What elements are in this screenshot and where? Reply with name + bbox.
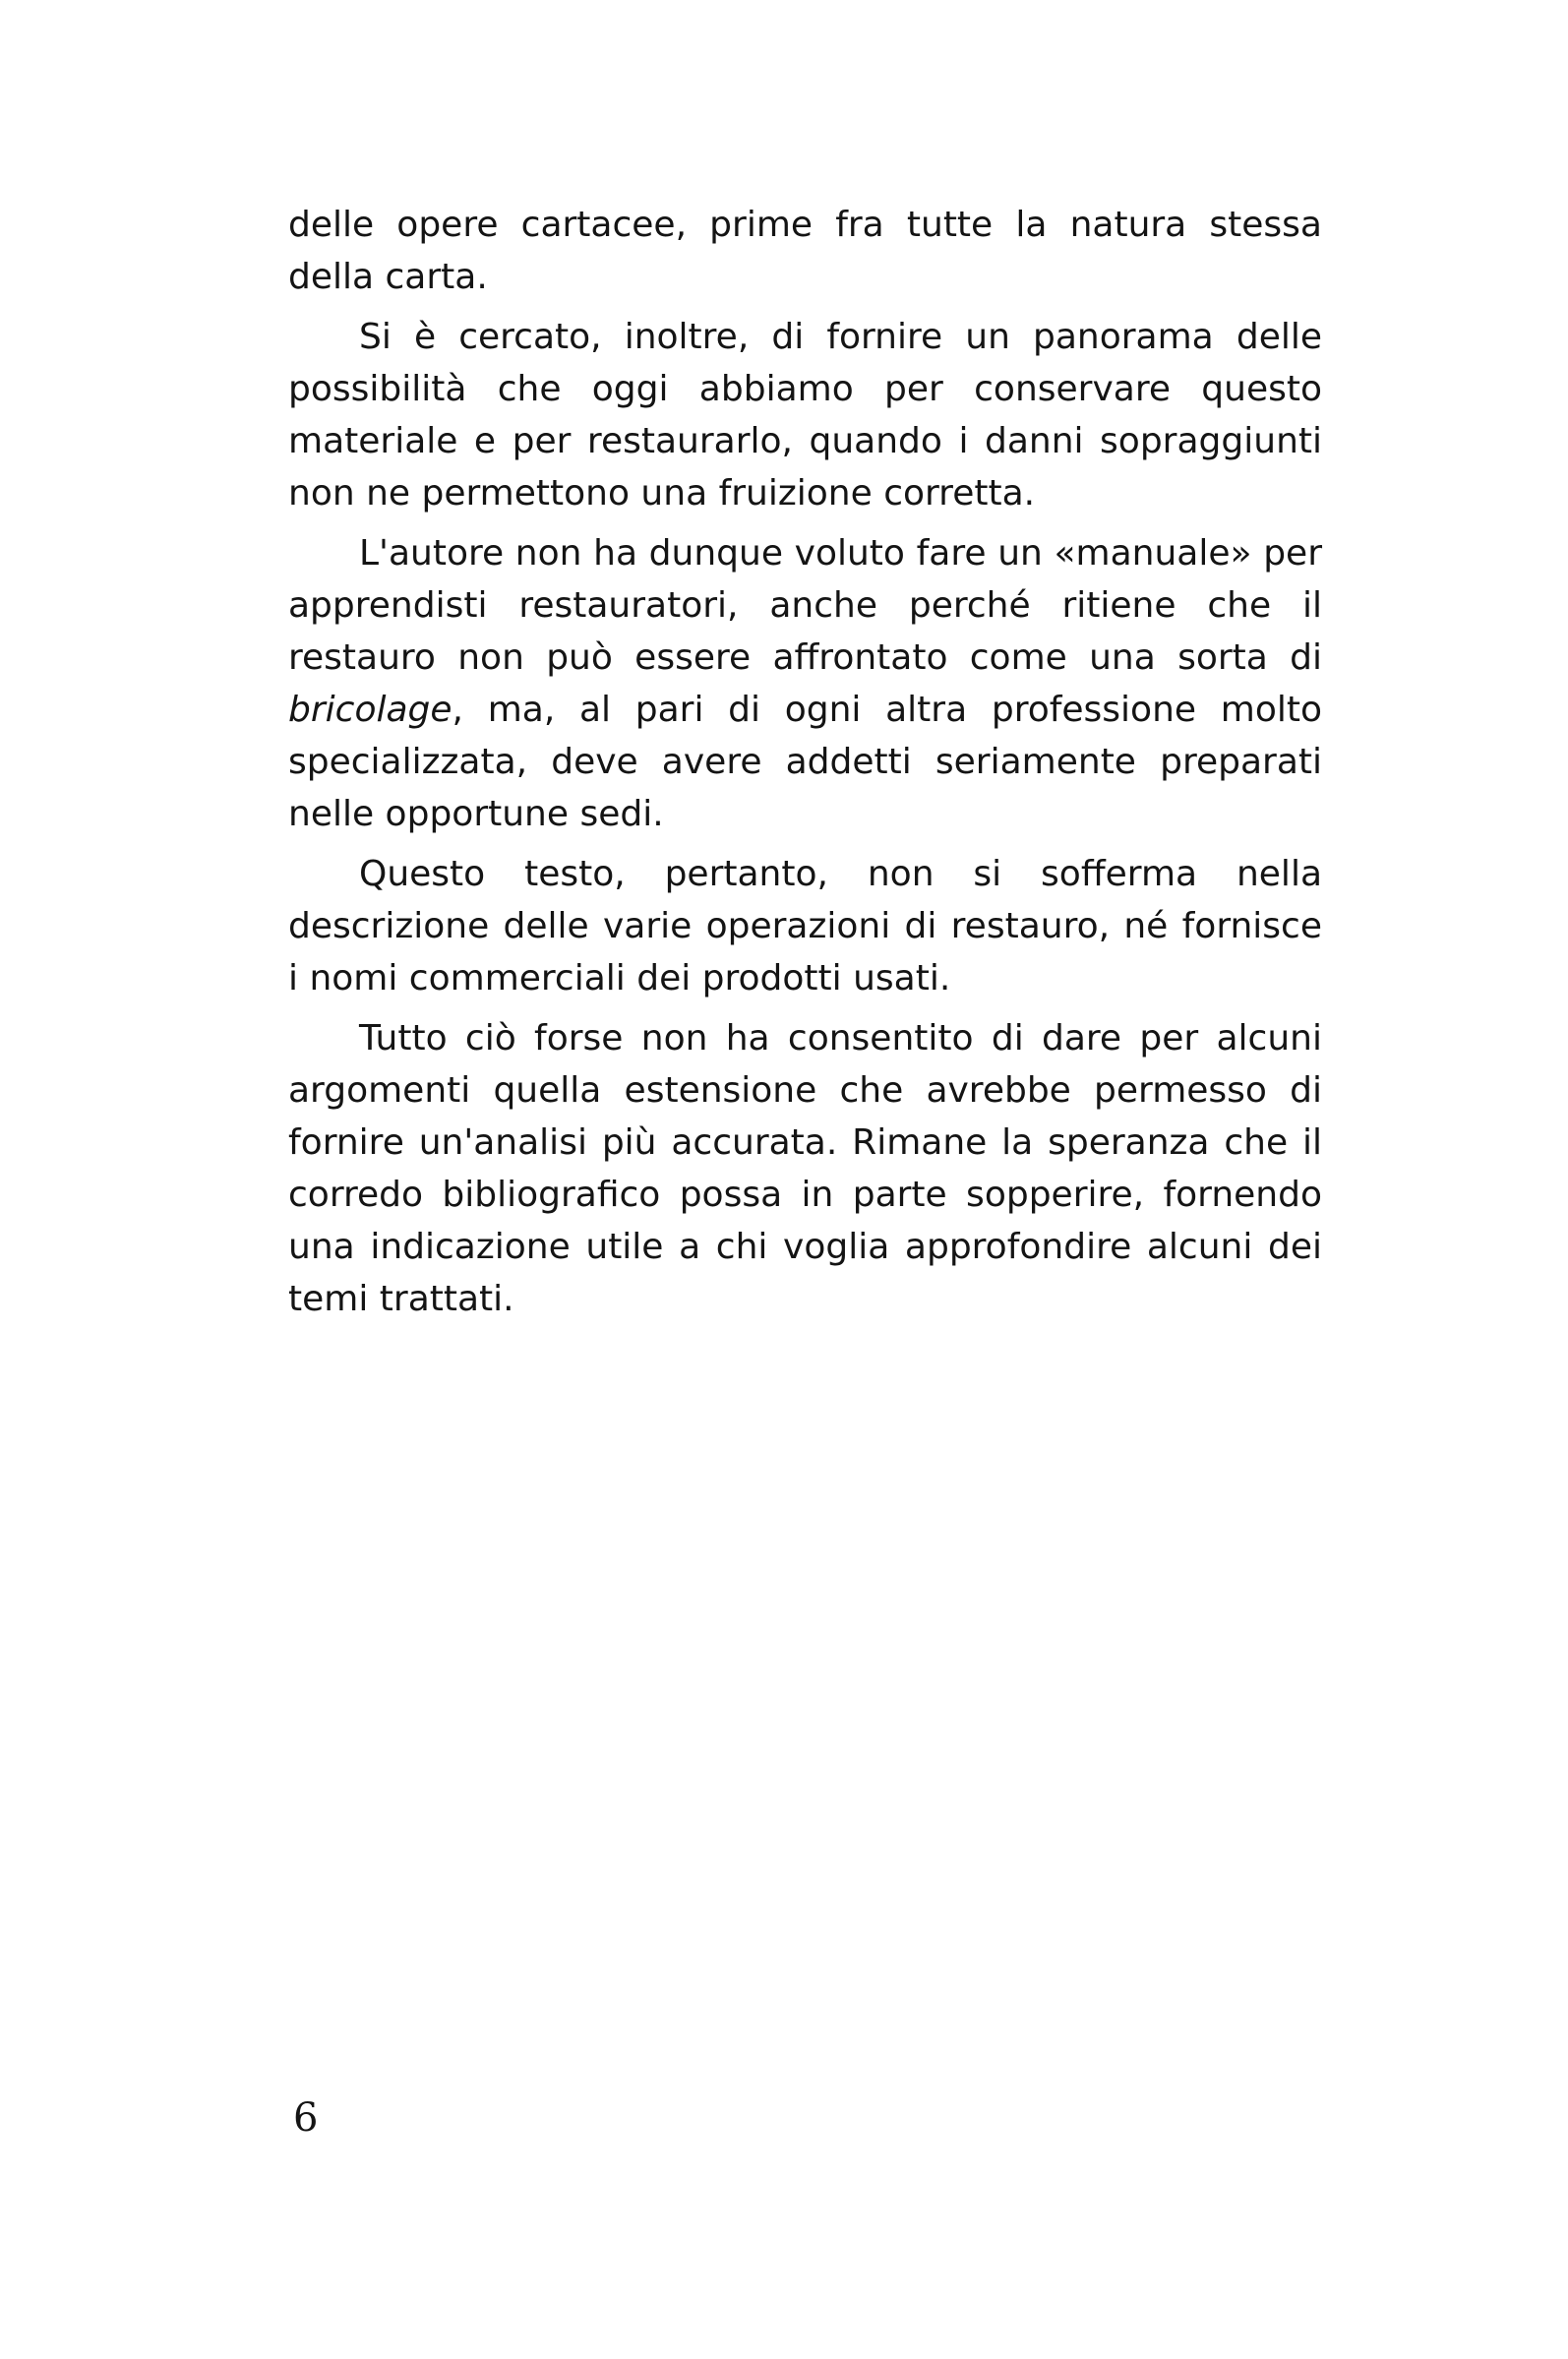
paragraph-manuale-tail: , ma, al pari di ogni altra professione molto specializzata, deve avere addetti seriamente preparati nelle opportune sedi. — [288, 690, 1322, 834]
paragraph-manuale — [288, 527, 1322, 840]
italic-term: bricolage — [288, 690, 452, 730]
body-text — [288, 199, 1322, 1333]
paragraph-continuation: delle opere cartacee, prime fra tutte la natura stessa della carta. — [288, 205, 1322, 297]
page-number: 6 — [293, 2095, 319, 2141]
paragraph-manuale-head: L'autore non ha dunque voluto fare un «manuale» per apprendisti restauratori, anche perché ritiene che il restauro non può essere affrontato come una sorta di — [288, 533, 1322, 678]
paragraph-panorama: Si è cercato, inoltre, di fornire un panorama delle possibilità che oggi abbiamo per conservare questo materiale e per restaurarlo, quando i danni sopraggiunti non ne permettono una fruizione corretta. — [288, 317, 1322, 514]
paragraph-conclusione: Tutto ciò forse non ha consentito di dare per alcuni argomenti quella estensione che avrebbe permesso di fornire un'analisi più accurata. Rimane la speranza che il corredo bibliografico possa in parte sopperire, fornendo una indicazione utile a chi voglia approfondire alcuni dei temi trattati. — [288, 1018, 1322, 1319]
paragraph-testo: Questo testo, pertanto, non si sofferma nella descrizione delle varie operazioni di restauro, né fornisce i nomi commerciali dei prodotti usati. — [288, 854, 1322, 998]
